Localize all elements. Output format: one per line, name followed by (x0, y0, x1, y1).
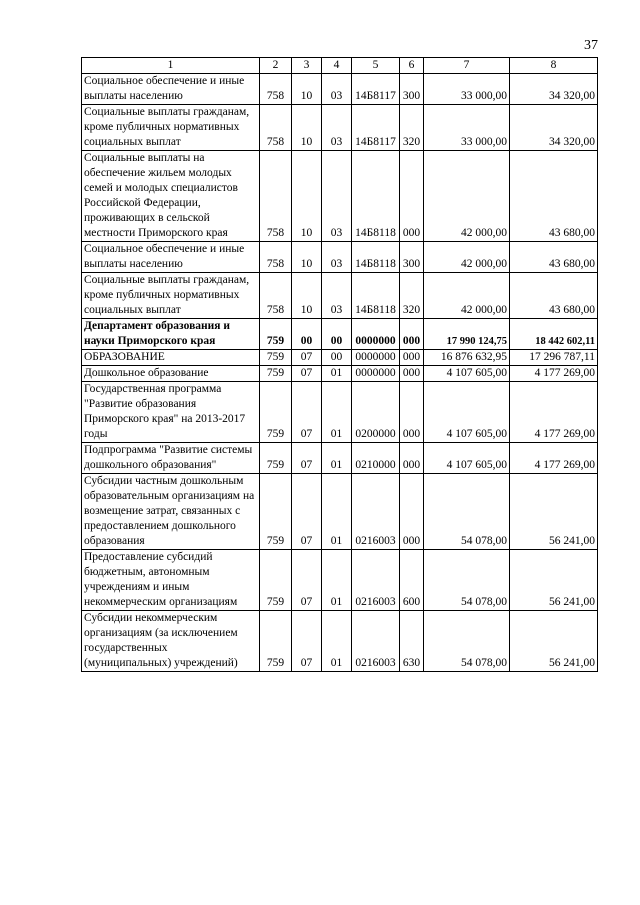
row-amount-year2-cell: 17 296 787,11 (510, 350, 598, 366)
header-cell: 7 (424, 58, 510, 74)
header-cell: 3 (292, 58, 322, 74)
row-amount-year1-cell: 54 078,00 (424, 550, 510, 611)
row-amount-year1-cell: 33 000,00 (424, 105, 510, 151)
row-name-cell: Социальное обеспечение и иные выплаты населению (82, 242, 260, 273)
header-cell: 8 (510, 58, 598, 74)
row-subsection-cell: 00 (322, 350, 352, 366)
row-amount-year1-cell: 42 000,00 (424, 242, 510, 273)
row-admin-code-cell: 758 (260, 74, 292, 105)
table-row (82, 350, 598, 366)
row-expense-type-cell: 000 (400, 350, 424, 366)
row-name-cell: ОБРАЗОВАНИЕ (82, 350, 260, 366)
row-expense-type-cell: 000 (400, 474, 424, 550)
row-target-article-cell: 0216003 (352, 550, 400, 611)
row-name-cell: Подпрограмма "Развитие системы дошкольного образования" (82, 443, 260, 474)
row-name-cell: Предоставление субсидий бюджетным, автономным учреждениям и иным некоммерческим организациям (82, 550, 260, 611)
row-amount-year2-cell: 34 320,00 (510, 105, 598, 151)
row-section-cell: 10 (292, 242, 322, 273)
row-subsection-cell: 03 (322, 273, 352, 319)
row-expense-type-cell: 320 (400, 273, 424, 319)
row-admin-code-cell: 758 (260, 105, 292, 151)
row-admin-code-cell: 758 (260, 242, 292, 273)
row-amount-year1-cell: 54 078,00 (424, 474, 510, 550)
row-subsection-cell: 03 (322, 151, 352, 242)
row-admin-code-cell: 759 (260, 443, 292, 474)
row-target-article-cell: 0000000 (352, 350, 400, 366)
table-row (82, 550, 598, 611)
row-expense-type-cell: 320 (400, 105, 424, 151)
row-target-article-cell: 0200000 (352, 382, 400, 443)
row-target-article-cell: 14Б8117 (352, 105, 400, 151)
row-section-cell: 10 (292, 105, 322, 151)
row-amount-year1-cell: 54 078,00 (424, 611, 510, 672)
row-name-cell: Социальные выплаты гражданам, кроме публичных нормативных социальных выплат (82, 273, 260, 319)
row-admin-code-cell: 759 (260, 350, 292, 366)
table-row (82, 366, 598, 382)
row-subsection-cell: 00 (322, 319, 352, 350)
row-amount-year1-cell: 17 990 124,75 (424, 319, 510, 350)
header-cell: 6 (400, 58, 424, 74)
row-section-cell: 10 (292, 74, 322, 105)
row-section-cell: 07 (292, 474, 322, 550)
row-section-cell: 07 (292, 382, 322, 443)
row-subsection-cell: 01 (322, 382, 352, 443)
row-amount-year2-cell: 34 320,00 (510, 74, 598, 105)
row-name-cell: Департамент образования и науки Приморского края (82, 319, 260, 350)
row-amount-year2-cell: 43 680,00 (510, 151, 598, 242)
row-admin-code-cell: 759 (260, 474, 292, 550)
row-amount-year1-cell: 4 107 605,00 (424, 443, 510, 474)
row-target-article-cell: 14Б8117 (352, 74, 400, 105)
table-row (82, 611, 598, 672)
row-name-cell: Социальные выплаты на обеспечение жильем молодых семей и молодых специалистов Российской Федерации, проживающих в сельской местности Приморского края (82, 151, 260, 242)
row-subsection-cell: 03 (322, 74, 352, 105)
row-expense-type-cell: 000 (400, 151, 424, 242)
row-target-article-cell: 0216003 (352, 611, 400, 672)
row-amount-year2-cell: 56 241,00 (510, 474, 598, 550)
page-number: 37 (584, 38, 598, 53)
row-amount-year2-cell: 56 241,00 (510, 550, 598, 611)
table-row (82, 74, 598, 105)
row-expense-type-cell: 000 (400, 319, 424, 350)
row-expense-type-cell: 000 (400, 443, 424, 474)
table-row (82, 105, 598, 151)
row-admin-code-cell: 759 (260, 611, 292, 672)
table-row (82, 319, 598, 350)
row-target-article-cell: 0216003 (352, 474, 400, 550)
budget-table (81, 57, 598, 672)
header-cell: 2 (260, 58, 292, 74)
row-name-cell: Субсидии частным дошкольным образовательным организациям на возмещение затрат, связанных с предоставлением дошкольного образования (82, 474, 260, 550)
row-section-cell: 07 (292, 550, 322, 611)
row-name-cell: Государственная программа "Развитие образования Приморского края" на 2013-2017 годы (82, 382, 260, 443)
row-name-cell: Субсидии некоммерческим организациям (за исключением государственных (муниципальных) учреждений) (82, 611, 260, 672)
row-amount-year2-cell: 43 680,00 (510, 242, 598, 273)
table-row (82, 151, 598, 242)
row-section-cell: 07 (292, 443, 322, 474)
row-subsection-cell: 01 (322, 611, 352, 672)
row-amount-year2-cell: 4 177 269,00 (510, 443, 598, 474)
row-admin-code-cell: 758 (260, 151, 292, 242)
table-row (82, 474, 598, 550)
row-name-cell: Социальное обеспечение и иные выплаты населению (82, 74, 260, 105)
table-row (82, 273, 598, 319)
row-amount-year2-cell: 56 241,00 (510, 611, 598, 672)
row-section-cell: 00 (292, 319, 322, 350)
row-subsection-cell: 03 (322, 242, 352, 273)
row-amount-year2-cell: 4 177 269,00 (510, 366, 598, 382)
row-amount-year1-cell: 42 000,00 (424, 151, 510, 242)
row-admin-code-cell: 759 (260, 382, 292, 443)
row-admin-code-cell: 759 (260, 366, 292, 382)
row-subsection-cell: 01 (322, 550, 352, 611)
row-admin-code-cell: 759 (260, 550, 292, 611)
row-amount-year2-cell: 18 442 602,11 (510, 319, 598, 350)
row-amount-year2-cell: 43 680,00 (510, 273, 598, 319)
row-expense-type-cell: 600 (400, 550, 424, 611)
table-row (82, 443, 598, 474)
row-target-article-cell: 14Б8118 (352, 273, 400, 319)
row-subsection-cell: 01 (322, 474, 352, 550)
row-amount-year1-cell: 33 000,00 (424, 74, 510, 105)
table-row (82, 242, 598, 273)
row-section-cell: 07 (292, 350, 322, 366)
row-admin-code-cell: 758 (260, 273, 292, 319)
header-row (82, 58, 598, 74)
row-expense-type-cell: 300 (400, 242, 424, 273)
row-expense-type-cell: 000 (400, 366, 424, 382)
row-amount-year1-cell: 4 107 605,00 (424, 382, 510, 443)
header-cell: 1 (82, 58, 260, 74)
row-expense-type-cell: 630 (400, 611, 424, 672)
row-amount-year2-cell: 4 177 269,00 (510, 382, 598, 443)
row-subsection-cell: 01 (322, 443, 352, 474)
row-target-article-cell: 14Б8118 (352, 242, 400, 273)
row-expense-type-cell: 000 (400, 382, 424, 443)
row-name-cell: Социальные выплаты гражданам, кроме публичных нормативных социальных выплат (82, 105, 260, 151)
row-target-article-cell: 0000000 (352, 319, 400, 350)
row-target-article-cell: 0000000 (352, 366, 400, 382)
row-section-cell: 07 (292, 366, 322, 382)
row-admin-code-cell: 759 (260, 319, 292, 350)
row-target-article-cell: 14Б8118 (352, 151, 400, 242)
table-row (82, 382, 598, 443)
row-subsection-cell: 03 (322, 105, 352, 151)
row-amount-year1-cell: 16 876 632,95 (424, 350, 510, 366)
row-target-article-cell: 0210000 (352, 443, 400, 474)
row-section-cell: 07 (292, 611, 322, 672)
row-amount-year1-cell: 4 107 605,00 (424, 366, 510, 382)
header-cell: 4 (322, 58, 352, 74)
header-cell: 5 (352, 58, 400, 74)
row-expense-type-cell: 300 (400, 74, 424, 105)
row-name-cell: Дошкольное образование (82, 366, 260, 382)
row-subsection-cell: 01 (322, 366, 352, 382)
row-section-cell: 10 (292, 151, 322, 242)
row-amount-year1-cell: 42 000,00 (424, 273, 510, 319)
row-section-cell: 10 (292, 273, 322, 319)
